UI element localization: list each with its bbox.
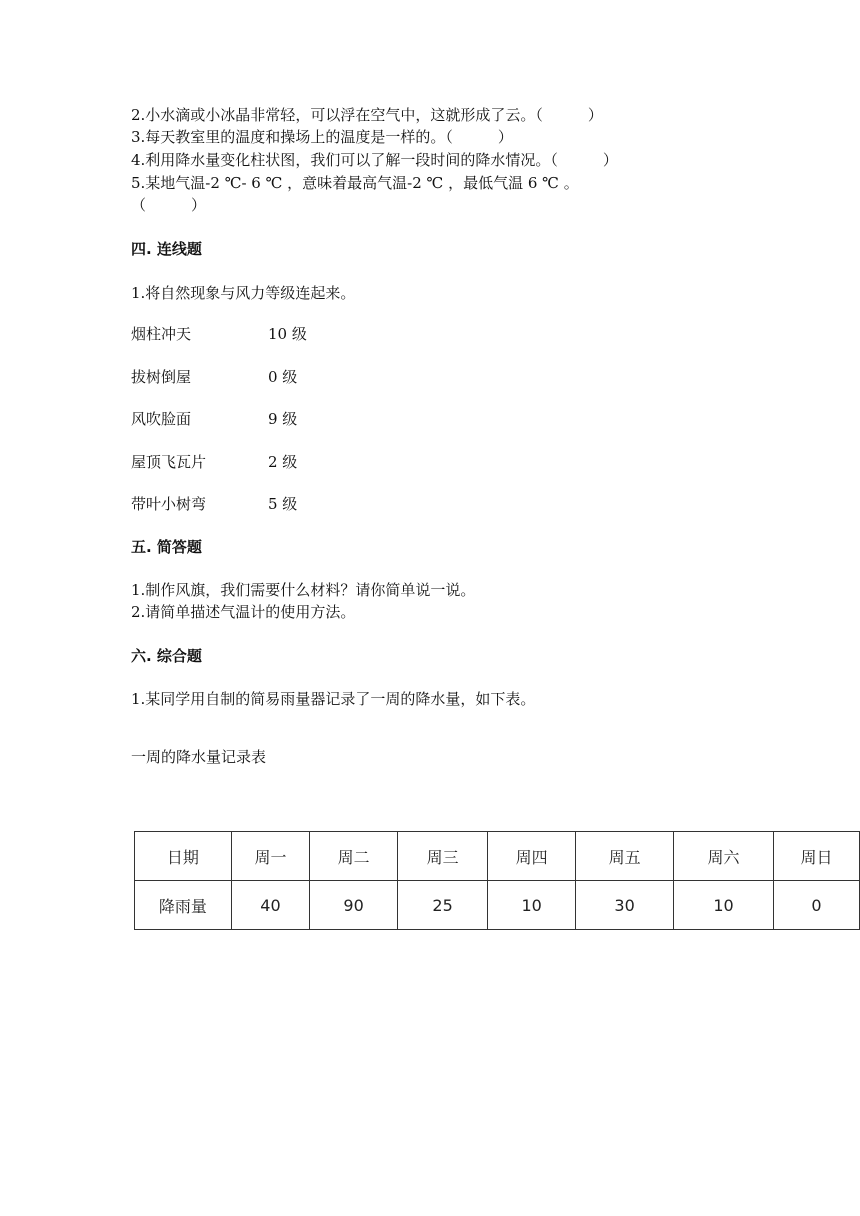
pair-right-5: 5 级 xyxy=(268,495,298,513)
pair-left-1: 烟柱冲天 xyxy=(131,325,192,343)
pair-right-2: 0 级 xyxy=(268,368,298,386)
table-title: 一周的降水量记录表 xyxy=(131,748,267,766)
rainfall-table xyxy=(134,831,860,930)
section-5-heading: 五. 简答题 xyxy=(131,538,202,556)
section-5-question-1: 1.制作风旗，我们需要什么材料？请你简单说一说。 xyxy=(131,581,476,599)
tf-item-5: 5.某地气温-2 ℃- 6 ℃ ，意味着最高气温-2 ℃ ，最低气温 6 ℃ 。 xyxy=(131,174,579,192)
tf-item-5-answer: （ ） xyxy=(131,196,207,214)
pair-left-4: 屋顶飞瓦片 xyxy=(131,453,207,471)
section-4-question: 1.将自然现象与风力等级连起来。 xyxy=(131,284,356,302)
table-cell: 10 xyxy=(674,881,774,930)
tf-item-2: 2.小水滴或小冰晶非常轻，可以浮在空气中，这就形成了云。（ ） xyxy=(131,106,603,124)
table-cell: 周二 xyxy=(310,832,398,881)
tf-item-3: 3.每天教室里的温度和操场上的温度是一样的。（ ） xyxy=(131,128,513,146)
pair-right-1: 10 级 xyxy=(268,325,307,343)
table-row xyxy=(135,881,860,930)
section-6-heading: 六. 综合题 xyxy=(131,647,202,665)
section-4-heading: 四. 连线题 xyxy=(131,240,202,258)
section-5-question-2: 2.请简单描述气温计的使用方法。 xyxy=(131,603,356,621)
table-header-row xyxy=(135,832,860,881)
table-cell: 周日 xyxy=(773,832,859,881)
pair-left-3: 风吹脸面 xyxy=(131,410,192,428)
pair-left-5: 带叶小树弯 xyxy=(131,495,207,513)
table-cell: 周一 xyxy=(231,832,309,881)
table-cell: 30 xyxy=(576,881,674,930)
pair-right-4: 2 级 xyxy=(268,453,298,471)
table-cell: 日期 xyxy=(135,832,232,881)
table-cell: 10 xyxy=(488,881,576,930)
table-cell: 周六 xyxy=(674,832,774,881)
pair-right-3: 9 级 xyxy=(268,410,298,428)
table-cell: 周三 xyxy=(398,832,488,881)
section-6-question: 1.某同学用自制的简易雨量器记录了一周的降水量，如下表。 xyxy=(131,690,536,708)
tf-item-4: 4.利用降水量变化柱状图，我们可以了解一段时间的降水情况。（ ） xyxy=(131,151,618,169)
table-cell: 周五 xyxy=(576,832,674,881)
table-cell: 0 xyxy=(773,881,859,930)
table-cell: 降雨量 xyxy=(135,881,232,930)
table-cell: 25 xyxy=(398,881,488,930)
table-cell: 90 xyxy=(310,881,398,930)
pair-left-2: 拔树倒屋 xyxy=(131,368,192,386)
table-cell: 40 xyxy=(231,881,309,930)
table-cell: 周四 xyxy=(488,832,576,881)
